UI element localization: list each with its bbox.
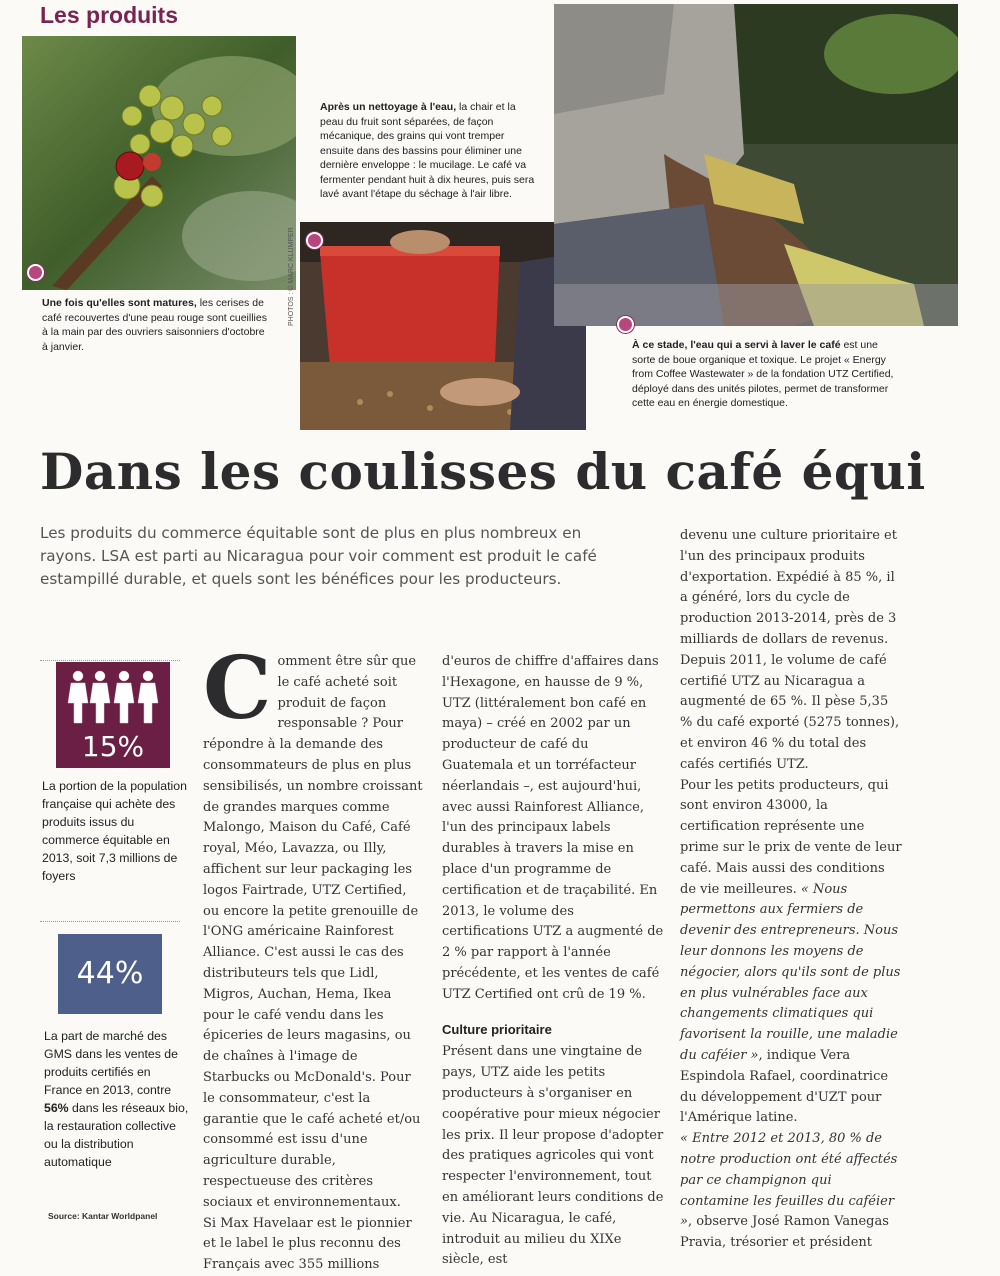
caption-cherries bbox=[42, 296, 268, 354]
body-column-2 bbox=[442, 652, 664, 1271]
divider bbox=[40, 660, 180, 661]
drop-cap: C bbox=[203, 638, 272, 739]
stat-text-a: La part de marché des GMS dans les ventes de produits certifiés en France en 2013, contre bbox=[44, 1029, 178, 1097]
stat-description-44 bbox=[44, 1027, 189, 1171]
body-paragraph: Si Max Havelaar est le pionnier et le label le plus reconnu des Français avec 355 millions bbox=[203, 1215, 412, 1273]
quote: « Entre 2012 et 2013, 80 % de notre production ont été affectés par ce champignon qui contamine les feuilles du caféier » bbox=[680, 1131, 898, 1230]
caption-lead: À ce stade, l'eau qui a servi à laver le café bbox=[632, 339, 841, 351]
section-label: Les produits bbox=[40, 2, 179, 28]
stat-value: 44% bbox=[76, 956, 144, 991]
coffee-cherries-image bbox=[22, 36, 296, 290]
caption-lead: Après un nettoyage à l'eau, bbox=[320, 101, 457, 113]
intro-paragraph: Les produits du commerce équitable sont de plus en plus nombreux en rayons. LSA est parti au Nicaragua pour voir comment est produit le café estampillé durable, et quels sont les bénéfices pour les producteurs. bbox=[40, 524, 597, 588]
body-paragraph: d'euros de chiffre d'affaires dans l'Hexagone, en hausse de 9 %, UTZ (littéralement bon café en maya) – créé en 2002 par un producteur de café du Guatemala et un torréfacteur néerlandais –, est aujourd'hui, avec aussi Rainforest Alliance, l'un des principaux labels durables à travers la mise en place d'un programme de certification et de traçabilité. En 2013, le volume des certifications UTZ a augmenté de 2 % par rapport à l'année précédente, et les ventes de café UTZ Certified ont crû de 19 %. bbox=[442, 654, 664, 1002]
caption-text: les cerises de café recouvertes d'une peau rouge sont cueillies à la main par des ouvriers saisonniers d'octobre à janvier. bbox=[42, 297, 267, 353]
body-paragraph: omment être sûr que le café acheté soit produit de façon responsable ? Pour répondre à la demande des consommateurs de plus en plus sensibilisés, un nombre croissant de grandes marques comme Malongo, Maison du Café, Café royal, Méo, Lavazza, ou Illy, affichent sur leur packaging les logos Fairtrade, UTZ Certified, ou encore la petite grenouille de l'ONG américaine Rainforest Alliance. C'est aussi le cas des distributeurs tels que Lidl, Migros, Auchan, Hema, Ikea pour le café vendu dans les épiceries de leurs magasins, ou de chaînes à l'image de Starbucks ou McDonald's. Pour le consommateur, c'est la garantie que le café acheté et/ou consommé est issu d'une agriculture durable, respectueuse des critères sociaux et environnementaux. bbox=[203, 654, 423, 1210]
quote: « Nous permettons aux fermiers de devenir des entrepreneurs. Nous leur donnons les moyens de négocier, alors qu'ils sont de plus en plus vulnérables face aux changements climatiques qui favorisent la rouille, une maladie du caféier » bbox=[680, 881, 901, 1063]
source-note: Source: Kantar Worldpanel bbox=[48, 1211, 158, 1221]
stat-value: 15% bbox=[81, 730, 145, 763]
body-paragraph bbox=[680, 1129, 902, 1254]
body-paragraph: devenu une culture prioritaire et l'un des principaux produits d'exportation. Expédié à 85 %, il a généré, lors du cycle de production 2013-2014, près de 3 milliards de dollars de revenus. Depuis 2011, le volume de café certifié UTZ au Nicaragua a augmenté de 65 %. Il pèse 5,35 % du café exporté (5275 tonnes), et environ 46 % du total des cafés certifiés UTZ. bbox=[680, 528, 900, 772]
subheading: Culture prioritaire bbox=[442, 1021, 552, 1037]
stat-text-b: dans les réseaux bio, la restauration collective ou la distribution automatique bbox=[44, 1101, 189, 1169]
caption-marker bbox=[306, 232, 323, 249]
stat-bold: 56% bbox=[44, 1101, 69, 1115]
body-text: Pour les petits producteurs, qui sont environ 43000, la certification représente une prime sur le prix de vente de leur café. Mais aussi des conditions de vie meilleures. bbox=[680, 777, 902, 897]
caption-text: est une sorte de boue organique et toxique. Le projet « Energy from Coffee Wastewater » de la fondation UTZ Certified, déployé dans des unités pilotes, permet de transformer cette eau en énergie domestique. bbox=[632, 339, 894, 409]
photo-credit: PHOTOS : © MARC KLUMPER bbox=[288, 227, 295, 326]
caption-text: la chair et la peau du fruit sont séparées, de façon mécanique, des grains qui vont tremper ensuite dans des bassins pour éliminer une dernière enveloppe : le mucilage. Le café va fermenter pendant huit à dix heures, puis sera lavé avant l'étape du séchage à l'air libre. bbox=[320, 101, 535, 200]
body-text: , indique Vera Espindola Rafael, coordinatrice du développement d'UZT pour l'Amérique latine. bbox=[680, 1047, 889, 1126]
stat-box-44 bbox=[58, 934, 162, 1014]
washing-tank-image bbox=[300, 222, 586, 430]
divider bbox=[40, 921, 180, 922]
caption-marker bbox=[617, 316, 634, 333]
body-column-1 bbox=[203, 638, 423, 1276]
photo-washing-tank bbox=[300, 222, 586, 430]
headline: Dans les coulisses du café équi bbox=[40, 442, 926, 501]
body-paragraph: Présent dans une vingtaine de pays, UTZ aide les petits producteurs à s'organiser en coopérative pour mieux négocier les prix. Il leur propose d'adopter des pratiques agricoles qui vont respecter l'environnement, tout en améliorant leurs conditions de vie. Au Nicaragua, le café, introduit au milieu du XIXe siècle, est bbox=[442, 1044, 664, 1268]
photo-coffee-cherries bbox=[22, 36, 296, 290]
photo-worker bbox=[554, 4, 958, 326]
stat-description-15: La portion de la population française qui achète des produits issus du commerce équitable en 2013, soit 7,3 millions de foyers bbox=[42, 779, 187, 883]
caption-wastewater bbox=[632, 338, 894, 411]
caption-marker bbox=[27, 264, 44, 281]
people-icon bbox=[56, 668, 170, 728]
stat-box-15 bbox=[56, 662, 170, 768]
caption-washing bbox=[320, 100, 540, 202]
body-column-3 bbox=[680, 526, 902, 1254]
body-paragraph bbox=[680, 776, 902, 1130]
caption-lead: Une fois qu'elles sont matures, bbox=[42, 297, 197, 309]
worker-image bbox=[554, 4, 958, 326]
body-text: , observe José Ramon Vanegas Pravia, trésorier et président bbox=[680, 1214, 889, 1251]
